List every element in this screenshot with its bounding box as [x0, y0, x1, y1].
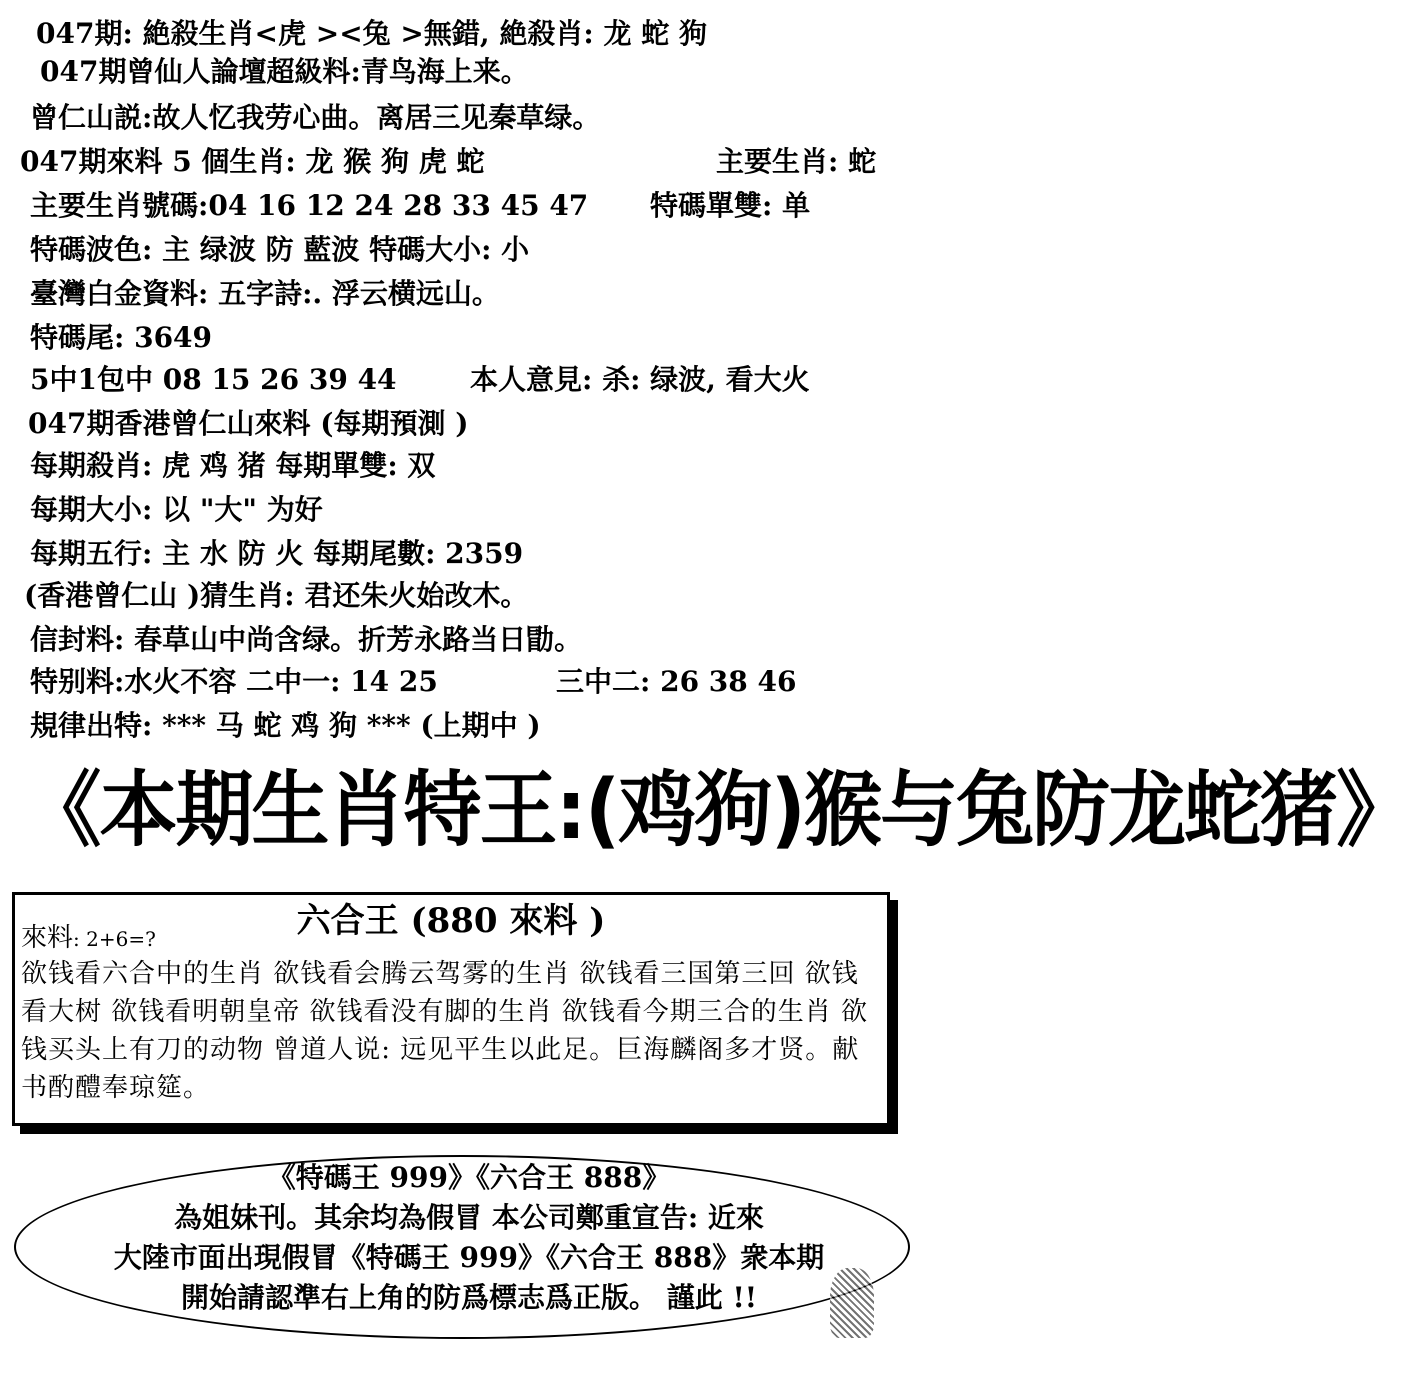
prediction-line-text: 信封料: 春草山中尚含绿。折芳永路当日勖。 [30, 623, 583, 656]
box-label [21, 923, 156, 954]
prediction-line-text: (香港曾仁山 )猜生肖: 君还朱火始改木。 [24, 579, 529, 612]
prediction-line [30, 360, 810, 400]
box-label-text: 來料 [21, 923, 74, 953]
notice-line-4: 開始請認準右上角的防爲標志爲正版。 謹此 !! [180, 1281, 758, 1314]
liuhewang-box [12, 892, 890, 1126]
prediction-line-text: 5中1包中 08 15 26 39 44 [30, 363, 397, 396]
prediction-line-text: 特碼波色: 主 绿波 防 藍波 特碼大小: 小 [30, 233, 530, 266]
prediction-line-text: 047期: 絶殺生肖<虎 ><兔 >無錯, 絶殺肖: 龙 蛇 狗 [36, 17, 707, 50]
prediction-line-extra: 特碼單雙: 单 [650, 189, 811, 222]
box-body-text: 欲钱看六合中的生肖 欲钱看会腾云驾雾的生肖 欲钱看三国第三回 欲钱看大树 欲钱看明朝皇帝 欲钱看没有脚的生肖 欲钱看今期三合的生肖 欲钱买头上有刀的动物 曾道人说: 远见平生以此足。巨海麟阁多才贤。献书酌醴奉琼筵。 [21, 959, 869, 1103]
prediction-line [30, 534, 523, 574]
box-label-formula: : 2+6=? [73, 927, 156, 951]
prediction-line [30, 98, 600, 138]
prediction-line-text: 每期大小: 以 "大" 为好 [30, 493, 323, 526]
notice-line-2: 為姐妹刊。其余均為假冒 本公司鄭重宣告: 近來 [174, 1201, 764, 1234]
prediction-line [40, 52, 529, 92]
prediction-line [30, 490, 323, 530]
prediction-line [20, 142, 877, 182]
prediction-line-text: 047期曾仙人論壇超級料:青鸟海上来。 [40, 55, 529, 88]
prediction-line-text: 047期香港曾仁山來料 (每期預測 ) [28, 407, 469, 440]
prediction-line-text: 曾仁山説:故人忆我劳心曲。离居三见秦草绿。 [30, 101, 601, 134]
emblem-mark [830, 1268, 874, 1338]
prediction-line-text: 每期殺肖: 虎 鸡 猪 每期單雙: 双 [30, 449, 436, 482]
prediction-line [24, 576, 528, 616]
prediction-line-text: 主要生肖號碼:04 16 12 24 28 33 45 47 [30, 189, 589, 222]
prediction-line-text: 047期來料 5 個生肖: 龙 猴 狗 虎 蛇 [20, 145, 485, 178]
notice-line-1: 《特碼王 999》《六合王 888》 [267, 1161, 671, 1194]
prediction-line [30, 662, 797, 702]
prediction-line [30, 446, 435, 486]
prediction-line-text: 特碼尾: 3649 [30, 321, 213, 354]
prediction-line-extra: 主要生肖: 蛇 [716, 145, 877, 178]
prediction-line [30, 620, 582, 660]
prediction-line-extra: 三中二: 26 38 46 [556, 665, 797, 698]
box-title: 六合王 (880 來料 ) [296, 901, 606, 941]
prediction-line-extra: 本人意見: 杀: 绿波, 看大火 [470, 363, 810, 396]
prediction-line [30, 186, 811, 226]
prediction-line-text: 規律出特: *** 马 蛇 鸡 狗 *** (上期中 ) [30, 709, 541, 742]
prediction-line [30, 274, 500, 314]
prediction-line [36, 14, 707, 54]
prediction-line [28, 404, 468, 444]
prediction-line [30, 706, 541, 746]
prediction-line-text: 特别料:水火不容 二中一: 14 25 [30, 665, 438, 698]
prediction-line [30, 230, 529, 270]
prediction-line-text: 每期五行: 主 水 防 火 每期尾數: 2359 [30, 537, 524, 570]
notice-line-3: 大陸市面出現假冒《特碼王 999》《六合王 888》衆本期 [113, 1241, 825, 1274]
prediction-line [30, 318, 212, 358]
headline-banner: 《本期生肖特王:(鸡狗)猴与兔防龙蛇猪》 [23, 763, 1412, 858]
prediction-line-text: 臺灣白金資料: 五字詩:. 浮云横远山。 [30, 277, 500, 310]
